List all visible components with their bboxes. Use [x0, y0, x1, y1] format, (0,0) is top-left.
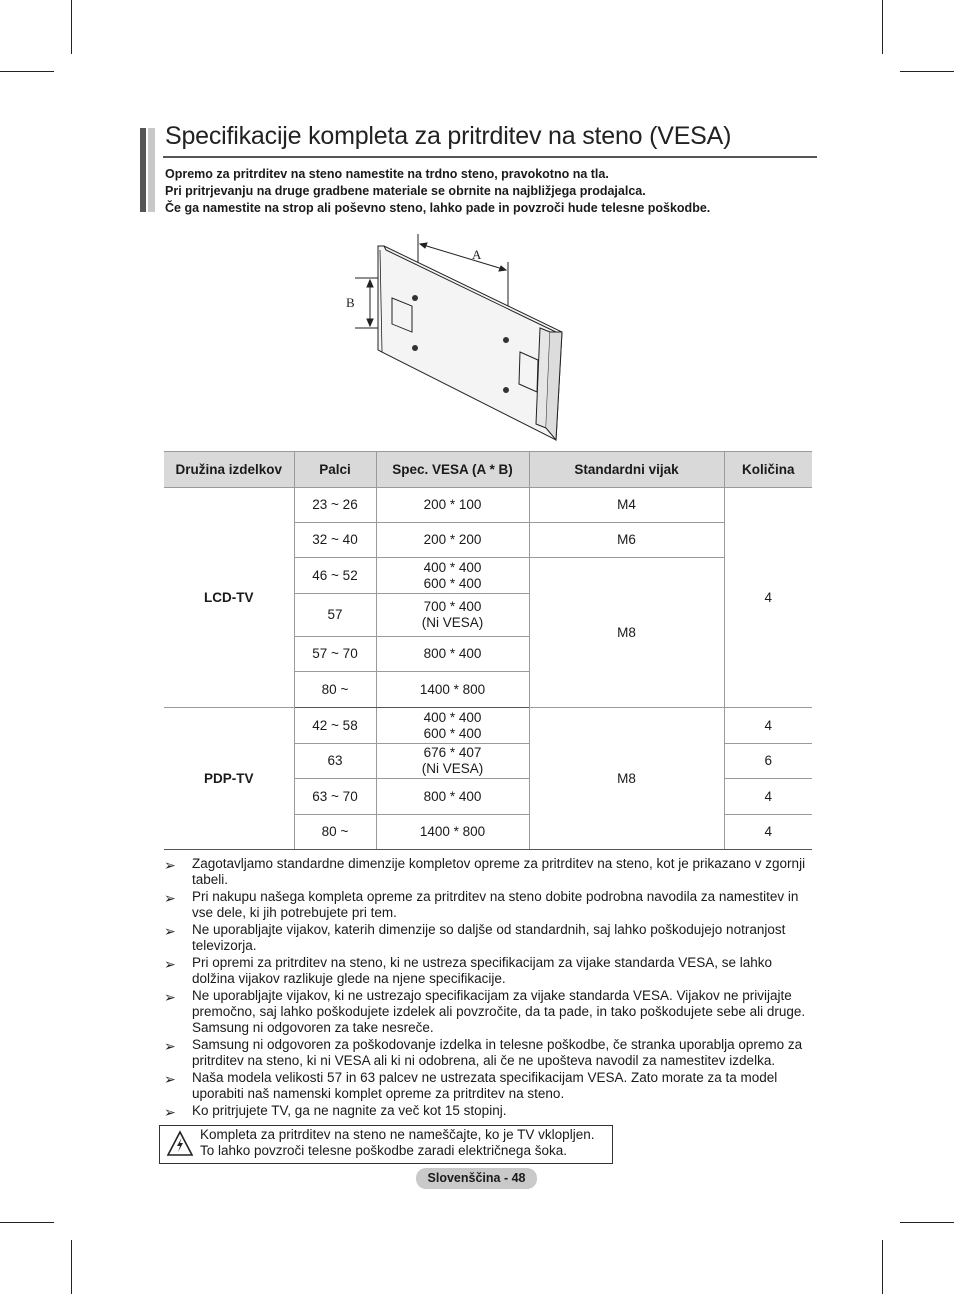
vesa-cell [376, 558, 529, 594]
col-header-vesa: Spec. VESA (A * B) [376, 452, 529, 488]
quantity-cell: 6 [724, 744, 812, 779]
title-rule [163, 156, 817, 158]
crop-mark [0, 1222, 54, 1223]
inches-cell: 63 ~ 70 [294, 779, 376, 815]
intro-line: Pri pritrjevanju na druge gradbene materiale se obrnite na najbližjega prodajalca. [165, 184, 646, 198]
list-item [164, 856, 816, 888]
crop-mark [71, 0, 72, 54]
vesa-line: 600 * 400 [423, 725, 482, 741]
arrow-icon: ➢ [164, 1071, 176, 1087]
note-text: Ko pritrjujete TV, ga ne nagnite za več kot 15 stopinj. [192, 1103, 507, 1118]
arrow-icon: ➢ [164, 890, 176, 906]
quantity-cell: 4 [724, 708, 812, 744]
warning-text [200, 1127, 594, 1159]
table-header-row [164, 452, 812, 488]
section-bar-shade [148, 128, 155, 212]
notes-list [164, 856, 816, 1120]
vesa-cell [376, 744, 529, 779]
family-cell-lcd: LCD-TV [164, 488, 294, 708]
note-text: Naša modela velikosti 57 in 63 palcev ne ustrezata specifikacijam VESA. Zato morate za ta model uporabiti naš namenski komplet opreme za pritrditev na steno. [192, 1070, 778, 1101]
crop-mark [0, 71, 54, 72]
screw-cell: M4 [529, 488, 724, 523]
list-item [164, 955, 816, 987]
table-row [164, 488, 812, 523]
screw-cell: M8 [529, 558, 724, 708]
vesa-line: 676 * 407 [423, 745, 482, 760]
intro-line: Opremo za pritrditev na steno namestite na trdno steno, pravokotno na tla. [165, 167, 609, 181]
note-text: Pri nakupu našega kompleta opreme za pritrditev na steno dobite podrobna navodila za namestitev in vse dele, ki jih potrebujete pri tem. [192, 889, 799, 920]
intro-line: Če ga namestite na strop ali poševno steno, lahko pade in povzroči hude telesne poškodbe. [165, 201, 711, 215]
dimension-a-label: A [472, 247, 482, 262]
warning-icon [166, 1130, 194, 1158]
crop-mark [882, 0, 883, 54]
inches-cell: 42 ~ 58 [294, 708, 376, 744]
vesa-line: 400 * 400 [423, 709, 482, 725]
note-text: Pri opremi za pritrditev na steno, ki ne ustreza specifikacijam za vijake standarda VESA, se lahko dolžina vijakov razlikuje glede na njene specifikacije. [192, 955, 773, 986]
crop-mark [900, 71, 954, 72]
vesa-cell: 800 * 400 [376, 779, 529, 815]
col-header-screw: Standardni vijak [529, 452, 724, 488]
vesa-cell: 800 * 400 [376, 637, 529, 672]
vesa-cell: 200 * 200 [376, 523, 529, 558]
vesa-line: 700 * 400 [423, 599, 482, 614]
inches-cell: 80 ~ [294, 672, 376, 708]
inches-cell: 23 ~ 26 [294, 488, 376, 523]
list-item [164, 1103, 816, 1119]
list-item [164, 922, 816, 954]
vesa-line: 600 * 400 [423, 575, 482, 591]
tv-rear-illustration [340, 232, 580, 447]
warning-box [159, 1125, 613, 1164]
quantity-cell: 4 [724, 488, 812, 708]
inches-cell: 32 ~ 40 [294, 523, 376, 558]
crop-mark [900, 1222, 954, 1223]
list-item [164, 988, 816, 1036]
inches-cell: 57 ~ 70 [294, 637, 376, 672]
list-item [164, 1037, 816, 1069]
arrow-icon: ➢ [164, 1038, 176, 1054]
note-text: Samsung ni odgovoren za poškodovanje izdelka in telesne poškodbe, če stranka uporablja opremo za pritrditev na steno, ki ni VESA ali ki ni odobrena, ali če ne upošteva navodil za namestitev izdelka. [192, 1037, 803, 1068]
note-text: Ne uporabljajte vijakov, ki ne ustrezajo specifikacijam za vijake standarda VESA. Vijakov ne privijajte premočno, saj lahko poškodujete izdelek ali povzročite, da ta pade, in tako poškodujete sebe ali druge. Samsung ni odgovoren za take nesreče. [192, 988, 806, 1035]
vesa-cell: 1400 * 800 [376, 672, 529, 708]
quantity-cell: 4 [724, 815, 812, 850]
list-item [164, 889, 816, 921]
inches-cell: 57 [294, 594, 376, 637]
vesa-spec-table [164, 451, 812, 850]
page-title: Specifikacije kompleta za pritrditev na steno (VESA) [165, 122, 732, 150]
screw-cell: M8 [529, 708, 724, 850]
inches-cell: 46 ~ 52 [294, 558, 376, 594]
col-header-family: Družina izdelkov [164, 452, 294, 488]
quantity-cell: 4 [724, 779, 812, 815]
vesa-cell: 200 * 100 [376, 488, 529, 523]
warning-line: To lahko povzroči telesne poškodbe zaradi električnega šoka. [200, 1143, 567, 1158]
vesa-line: (Ni VESA) [421, 761, 484, 776]
vesa-cell [376, 594, 529, 637]
dimension-b-label: B [346, 295, 355, 310]
vesa-line: (Ni VESA) [421, 615, 484, 630]
family-cell-pdp: PDP-TV [164, 708, 294, 850]
page-number-badge: Slovenščina - 48 [416, 1168, 537, 1189]
list-item [164, 1070, 816, 1102]
arrow-icon: ➢ [164, 1104, 176, 1120]
inches-cell: 63 [294, 744, 376, 779]
warning-line: Kompleta za pritrditev na steno ne nameščajte, ko je TV vklopljen. [200, 1127, 595, 1142]
section-bar [140, 128, 146, 212]
crop-mark [71, 1240, 72, 1294]
col-header-quantity: Količina [724, 452, 812, 488]
vesa-line: 400 * 400 [423, 559, 482, 575]
note-text: Zagotavljamo standardne dimenzije kompletov opreme za pritrditev na steno, kot je prikazano v zgornji tabeli. [192, 856, 806, 887]
col-header-inches: Palci [294, 452, 376, 488]
intro-text [165, 166, 710, 217]
arrow-icon: ➢ [164, 923, 176, 939]
inches-cell: 80 ~ [294, 815, 376, 850]
arrow-icon: ➢ [164, 857, 176, 873]
vesa-cell: 1400 * 800 [376, 815, 529, 850]
arrow-icon: ➢ [164, 989, 176, 1005]
vesa-cell [376, 708, 529, 744]
arrow-icon: ➢ [164, 956, 176, 972]
note-text: Ne uporabljajte vijakov, katerih dimenzije so daljše od standardnih, saj lahko poškodujejo notranjost televizorja. [192, 922, 786, 953]
table-row [164, 708, 812, 744]
screw-cell: M6 [529, 523, 724, 558]
crop-mark [882, 1240, 883, 1294]
